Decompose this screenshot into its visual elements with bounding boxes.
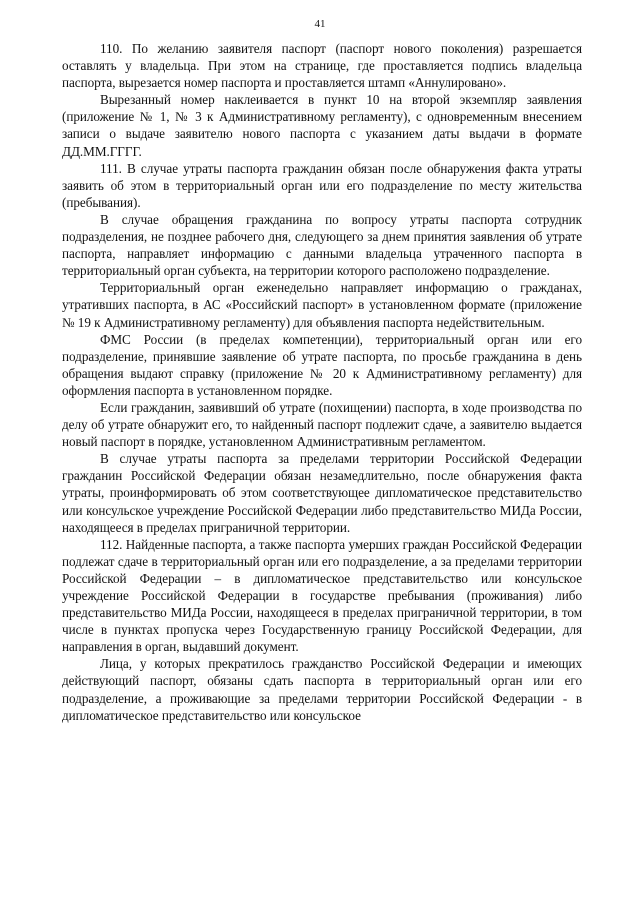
paragraph-fms-certificate: ФМС России (в пределах компетенции), территориальный орган или его подразделение, принявшие заявление об утрате паспорта, по просьбе гражданина в день обращения выдают справку (приложение № 20 к Административному регламенту) для оформления паспорта в установленном порядке. (62, 331, 582, 398)
document-body (62, 40, 582, 724)
paragraph-loss-appeal: В случае обращения гражданина по вопросу утраты паспорта сотрудник подразделения, не позднее рабочего дня, следующего за днем принятия заявления об утрате паспорта, направляет информацию с данными владельца утраченного паспорта в территориальный орган субъекта, на территории которого расположено подразделение. (62, 211, 582, 279)
paragraph-112: 112. Найденные паспорта, а также паспорта умерших граждан Российской Федерации подлежат сдаче в территориальный орган или его подразделение, а за пределами территории Российской Федерации – в дипломатическое представительство или консульское учреждение Российской Федерации в государстве пребывания (проживания) либо представительство МИДа России, находящееся в пределах приграничной территории, в том числе в пунктах пропуска через Государственную границу Российской Федерации, для направления в орган, выдавший документ. (62, 536, 582, 655)
paragraph-citizenship-ended: Лица, у которых прекратилось гражданство Российской Федерации и имеющих действующий паспорт, обязаны сдать паспорта в территориальный орган или его подразделение, а проживающие за пределами территории Российской Федерации - в дипломатическое представительство или консульское (62, 656, 582, 723)
paragraph-territorial-body: Территориальный орган еженедельно направляет информацию о гражданах, утративших паспорта, в АС «Российский паспорт» в установленном формате (приложение № 19 к Административному регламенту) для объявления паспорта недействительным. (62, 280, 582, 330)
paragraph-111: 111. В случае утраты паспорта гражданин обязан после обнаружения факта утраты заявить об этом в территориальный орган или его подразделение по месту жительства (пребывания). (62, 160, 582, 210)
paragraph-loss-abroad: В случае утраты паспорта за пределами территории Российской Федерации гражданин Российской Федерации обязан незамедлительно, после обнаружения факта утраты, проинформировать об этом соответствующее дипломатическое представительство или консульское учреждение Российской Федерации либо представительство МИДа России, находящееся в пределах приграничной территории. (62, 451, 582, 535)
paragraph-110: 110. По желанию заявителя паспорт (паспорт нового поколения) разрешается оставлять у владельца. При этом на странице, где проставляется подпись владельца паспорта, вырезается номер паспорта и проставляется штамп «Аннулировано». (62, 41, 582, 91)
page-number: 41 (314, 18, 326, 30)
paragraph-cut-number: Вырезанный номер наклеивается в пункт 10 на второй экземпляр заявления (приложение № 1, № 3 к Административному регламенту), с одновременным внесением записи о выдаче заявителю нового паспорта с указанием даты выдачи в формате ДД.ММ.ГГГГ. (62, 92, 582, 159)
paragraph-found-passport: Если гражданин, заявивший об утрате (похищении) паспорта, в ходе производства по делу об утрате обнаружит его, то найденный паспорт подлежит сдаче, а заявителю выдается новый паспорт в порядке, установленном Административным регламентом. (62, 399, 582, 450)
